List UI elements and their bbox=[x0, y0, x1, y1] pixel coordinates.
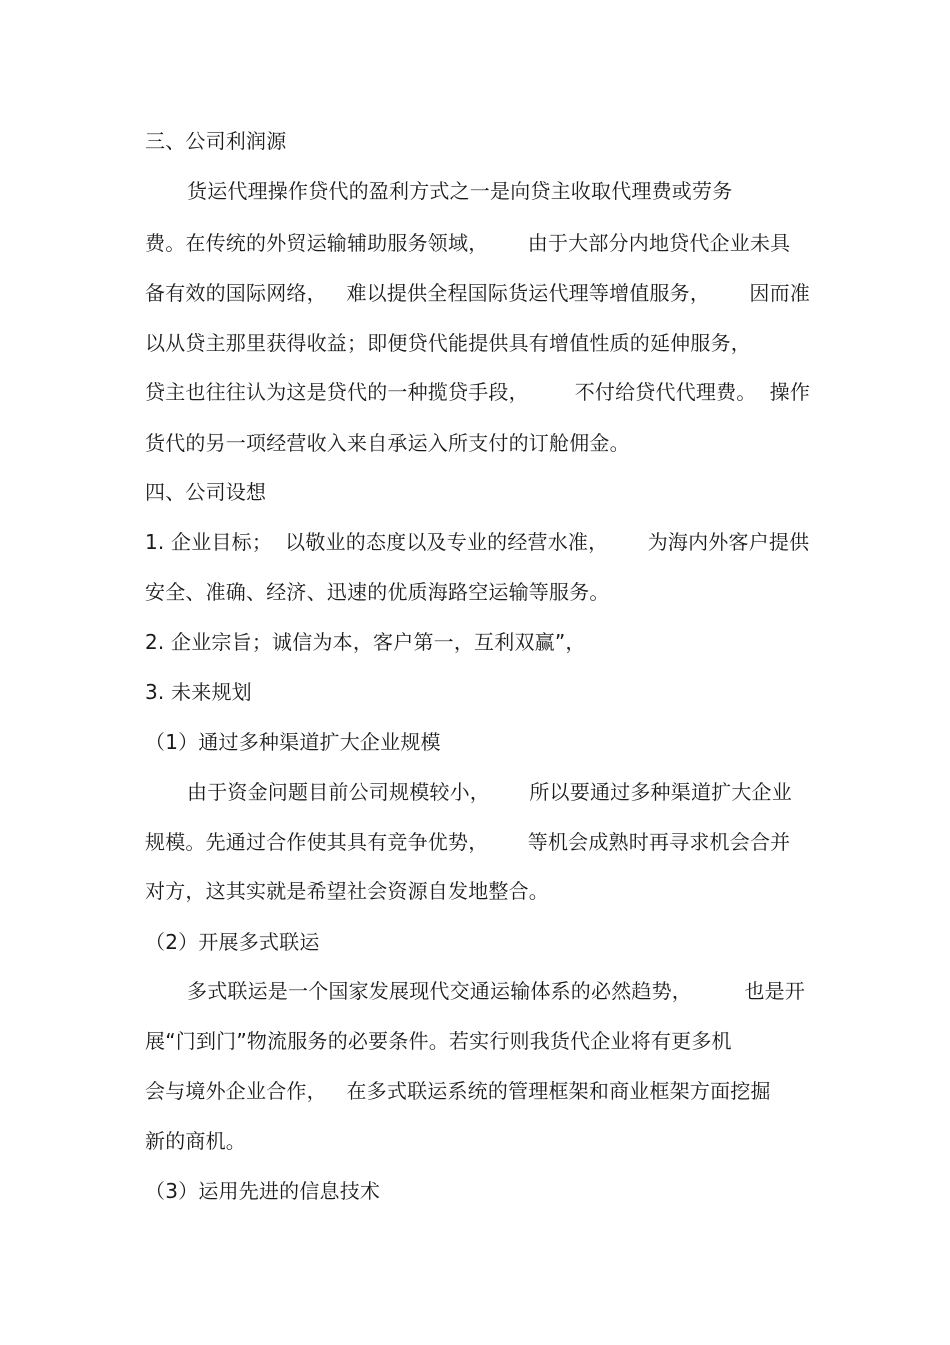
paragraph-line: 货运代理操作贷代的盈利方式之一是向贷主收取代理费或劳务 bbox=[187, 179, 733, 203]
paragraph-line: 新的商机。 bbox=[145, 1129, 246, 1153]
section-heading-company-vision: 四、公司设想 bbox=[145, 480, 267, 504]
paragraph-line: 贷主也往往认为这是贷代的一种揽贷手段， 不付给贷代代理费。 操作 bbox=[145, 380, 811, 404]
paragraph-line: 由于资金问题目前公司规模较小， 所以要通过多种渠道扩大企业 bbox=[187, 780, 792, 804]
paragraph-line: 规模。先通过合作使其具有竞争优势， 等机会成熟时再寻求机会合并 bbox=[145, 830, 791, 854]
paragraph-line: 费。在传统的外贸运输辅助服务领域， 由于大部分内地贷代企业未具 bbox=[145, 231, 791, 255]
paragraph-line: 安全、准确、经济、迅速的优质海路空运输等服务。 bbox=[145, 580, 610, 604]
paragraph-line: 多式联运是一个国家发展现代交通运输体系的必然趋势， 也是开 bbox=[187, 979, 806, 1003]
list-item-purpose: 2. 企业宗旨；诚信为本，客户第一，互利双赢”， bbox=[145, 630, 586, 654]
list-item-future-plan: 3. 未来规划 bbox=[145, 680, 252, 704]
paragraph-line: 备有效的国际网络， 难以提供全程国际货运代理等增值服务， 因而准 bbox=[145, 281, 811, 305]
paragraph-line: 对方，这其实就是希望社会资源自发地整合。 bbox=[145, 879, 549, 903]
paragraph-line: 货代的另一项经营收入来自承运入所支付的订舱佣金。 bbox=[145, 431, 630, 455]
subheading-1: （1）通过多种渠道扩大企业规模 bbox=[145, 730, 441, 754]
list-item-goal: 1. 企业目标； 以敬业的态度以及专业的经营水准， 为海内外客户提供 bbox=[145, 530, 810, 554]
section-heading-profit-source: 三、公司利润源 bbox=[145, 129, 287, 153]
subheading-3: （3）运用先进的信息技术 bbox=[145, 1179, 381, 1203]
paragraph-line: 展“门到门”物流服务的必要条件。若实行则我货代企业将有更多机 bbox=[145, 1029, 732, 1053]
paragraph-line: 以从贷主那里获得收益；即便贷代能提供具有增值性质的延伸服务， bbox=[145, 331, 751, 355]
paragraph-line: 会与境外企业合作， 在多式联运系统的管理框架和商业框架方面挖掘 bbox=[145, 1079, 771, 1103]
subheading-2: （2）开展多式联运 bbox=[145, 930, 320, 954]
